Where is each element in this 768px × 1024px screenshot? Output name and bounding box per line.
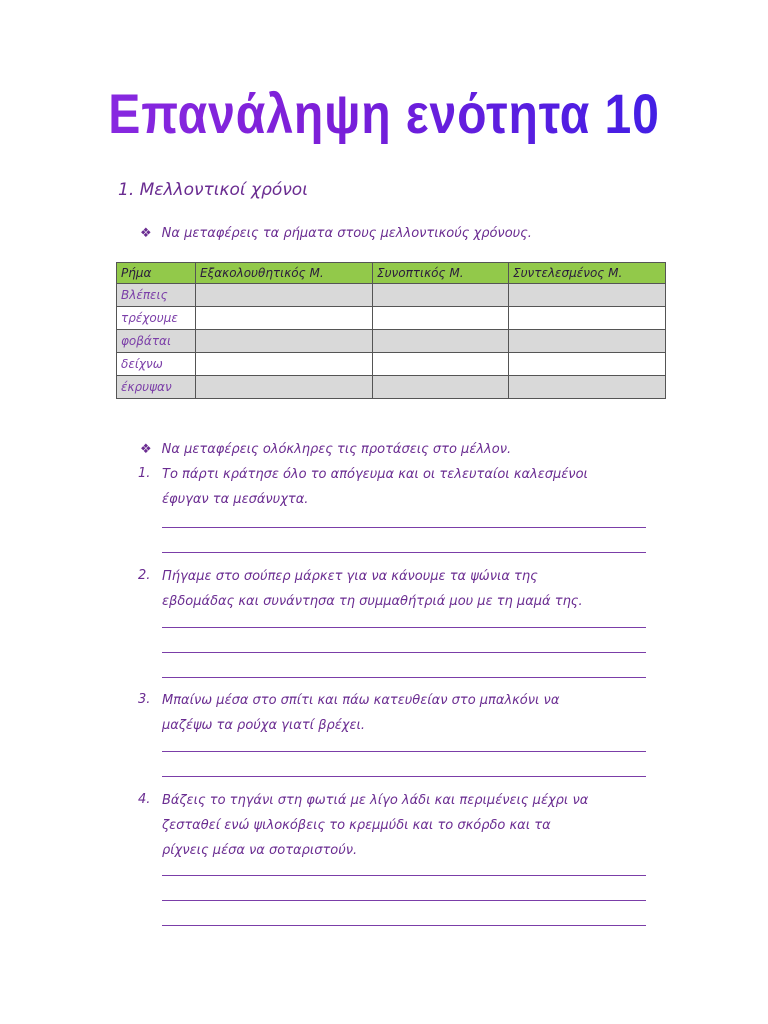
column-header: Εξακολουθητικός Μ. (196, 263, 373, 284)
verb-cell: δείχνω (117, 353, 196, 376)
answer-cell[interactable] (509, 353, 666, 376)
answer-line[interactable] (162, 552, 646, 553)
table-row (117, 376, 666, 399)
column-header: Ρήμα (117, 263, 196, 284)
verb-table (116, 262, 666, 399)
answer-line[interactable] (162, 652, 646, 653)
verb-cell: Βλέπεις (117, 284, 196, 307)
item-number: 2. (138, 568, 151, 583)
answer-cell[interactable] (509, 376, 666, 399)
sentence-line: Βάζεις το τηγάνι στη φωτιά με λίγο λάδι και περιμένεις μέχρι να (162, 793, 589, 808)
answer-cell[interactable] (509, 330, 666, 353)
verb-cell: τρέχουμε (117, 307, 196, 330)
instruction-1-text: Να μεταφέρεις τα ρήματα στους μελλοντικούς χρόνους. (161, 226, 532, 241)
sentence-line: μαζέψω τα ρούχα γιατί βρέχει. (162, 718, 366, 733)
answer-line[interactable] (162, 776, 646, 777)
sentence-line: Μπαίνω μέσα στο σπίτι και πάω κατευθείαν στο μπαλκόνι να (162, 693, 560, 708)
table-row (117, 353, 666, 376)
instruction-2-text: Να μεταφέρεις ολόκληρες τις προτάσεις στο μέλλον. (161, 442, 512, 457)
sentence-line: ρίχνεις μέσα να σοταριστούν. (162, 843, 358, 858)
sentence-line: ζεσταθεί ενώ ψιλοκόβεις το κρεμμύδι και το σκόρδο και τα (162, 818, 551, 833)
answer-line[interactable] (162, 677, 646, 678)
answer-line[interactable] (162, 527, 646, 528)
answer-cell[interactable] (509, 284, 666, 307)
bullet-icon: ❖ (140, 226, 152, 241)
answer-line[interactable] (162, 627, 646, 628)
item-number: 3. (138, 692, 151, 707)
table-row (117, 330, 666, 353)
verb-cell: έκρυψαν (117, 376, 196, 399)
table-row (117, 284, 666, 307)
answer-cell[interactable] (196, 353, 373, 376)
answer-line[interactable] (162, 925, 646, 926)
answer-cell[interactable] (373, 284, 509, 307)
answer-cell[interactable] (373, 330, 509, 353)
sentence-line: εβδομάδας και συνάντησα τη συμμαθήτριά μου με τη μαμά της. (162, 594, 583, 609)
instruction-1 (140, 226, 532, 241)
section-heading: 1. Μελλοντικοί χρόνοι (118, 180, 308, 200)
answer-cell[interactable] (196, 307, 373, 330)
verb-cell: φοβάται (117, 330, 196, 353)
sentence-line: Πήγαμε στο σούπερ μάρκετ για να κάνουμε τα ψώνια της (162, 569, 538, 584)
sentence-line: Το πάρτι κράτησε όλο το απόγευμα και οι τελευταίοι καλεσμένοι (162, 467, 588, 482)
answer-cell[interactable] (373, 353, 509, 376)
answer-cell[interactable] (196, 330, 373, 353)
answer-cell[interactable] (196, 376, 373, 399)
sentence-line: έφυγαν τα μεσάνυχτα. (162, 492, 309, 507)
answer-cell[interactable] (373, 376, 509, 399)
answer-cell[interactable] (196, 284, 373, 307)
sentence-1 (162, 462, 652, 512)
sentence-3 (162, 688, 652, 738)
instruction-2 (140, 442, 511, 457)
answer-cell[interactable] (509, 307, 666, 330)
sentence-2 (162, 564, 652, 614)
page-title: Επανάληψη ενότητα 10 (54, 84, 714, 144)
answer-cell[interactable] (373, 307, 509, 330)
answer-line[interactable] (162, 751, 646, 752)
table-header-row (117, 263, 666, 284)
answer-line[interactable] (162, 875, 646, 876)
item-number: 1. (138, 466, 151, 481)
item-number: 4. (138, 792, 151, 807)
answer-line[interactable] (162, 900, 646, 901)
column-header: Συντελεσμένος Μ. (509, 263, 666, 284)
column-header: Συνοπτικός Μ. (373, 263, 509, 284)
bullet-icon: ❖ (140, 442, 152, 457)
table-row (117, 307, 666, 330)
sentence-4 (162, 788, 652, 863)
